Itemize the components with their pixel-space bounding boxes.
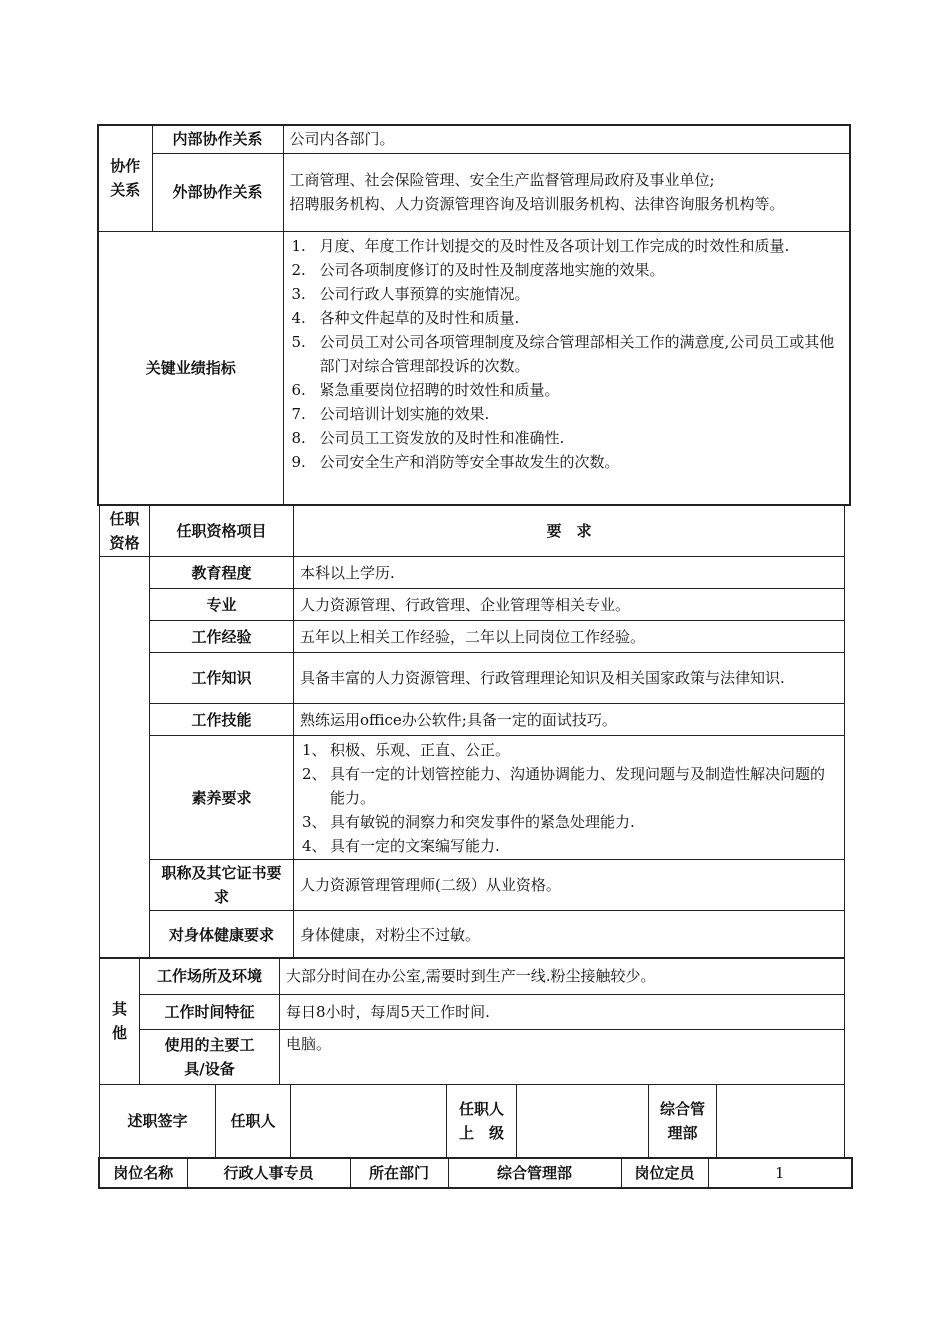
dept-sign-label: 综合管理部: [649, 1085, 717, 1158]
education-label: 教育程度: [150, 557, 294, 589]
tools-label: 使用的主要工具/设备: [140, 1030, 280, 1085]
external-collab-line: 招聘服务机构、人力资源管理咨询及培训服务机构、法律咨询服务机构等。: [289, 195, 785, 213]
kpi-item: 5. 公司员工对公司各项管理制度及综合管理部相关工作的满意度,公司员工或其他部门对综合管理部投诉的次数。: [291, 332, 835, 375]
position-name-value: 行政人事专员: [187, 1158, 350, 1188]
qualification-group-label: 任职资格: [100, 506, 150, 557]
tools-value: 电脑。: [280, 1030, 845, 1085]
quota-value: 1: [708, 1158, 852, 1188]
experience-label: 工作经验: [150, 621, 294, 653]
internal-collab-value: 公司内各部门。: [283, 125, 850, 153]
superior-sign-field[interactable]: [517, 1085, 649, 1158]
environment-label: 工作场所及环境: [140, 958, 280, 995]
skills-value: 熟练运用office办公软件;具备一定的面试技巧。: [294, 704, 845, 736]
certificate-label: 职称及其它证书要求: [150, 860, 294, 911]
quality-label: 素养要求: [150, 736, 294, 860]
qualification-requirement-header: 要 求: [294, 506, 845, 557]
kpi-list-cell: [283, 231, 850, 505]
certificate-value: 人力资源管理管理师(二级）从业资格。: [294, 860, 845, 911]
major-value: 人力资源管理、行政管理、企业管理等相关专业。: [294, 589, 845, 621]
quality-list-cell: [294, 736, 845, 860]
kpi-item: 3. 公司行政人事预算的实施情况。: [291, 284, 530, 303]
position-table: [98, 1157, 853, 1189]
kpi-item: 1. 月度、年度工作计划提交的及时性及各项计划工作完成的时效性和质量.: [291, 236, 790, 255]
qualification-blank-cell: [100, 557, 150, 959]
kpi-label: 关键业绩指标: [98, 231, 283, 505]
quality-item: 3、 具有敏锐的洞察力和突发事件的紧急处理能力.: [302, 812, 635, 831]
knowledge-label: 工作知识: [150, 653, 294, 704]
work-time-label: 工作时间特征: [140, 995, 280, 1030]
department-label: 所在部门: [350, 1158, 448, 1188]
kpi-item: 7. 公司培训计划实施的效果.: [291, 404, 490, 423]
health-label: 对身体健康要求: [150, 911, 294, 959]
health-value: 身体健康，对粉尘不过敏。: [294, 911, 845, 959]
qualification-table: [99, 505, 845, 959]
kpi-item: 6. 紧急重要岗位招聘的时效性和质量。: [291, 380, 560, 399]
environment-value: 大部分时间在办公室,需要时到生产一线.粉尘接触较少。: [280, 958, 845, 995]
department-value: 综合管理部: [448, 1158, 621, 1188]
quality-item: 4、 具有一定的文案编写能力.: [302, 836, 500, 855]
external-collab-line: 工商管理、社会保险管理、安全生产监督管理局政府及事业单位;: [289, 171, 715, 189]
holder-label: 任职人: [216, 1085, 291, 1158]
education-value: 本科以上学历.: [294, 557, 845, 589]
dept-sign-field[interactable]: [717, 1085, 845, 1158]
work-time-value: 每日8小时，每周5天工作时间.: [280, 995, 845, 1030]
holder-sign-field[interactable]: [291, 1085, 447, 1158]
quality-item: 2、 具有一定的计划管控能力、沟通协调能力、发现问题与及制造性解决问题的能力。: [302, 764, 826, 807]
other-table: [99, 957, 845, 1085]
quality-item: 1、 积极、乐观、正直、公正。: [302, 740, 511, 759]
kpi-item: 4. 各种文件起草的及时性和质量.: [291, 308, 520, 327]
superior-label: 任职人上 级: [447, 1085, 517, 1158]
knowledge-value: 具备丰富的人力资源管理、行政管理理论知识及相关国家政策与法律知识.: [294, 653, 845, 704]
external-collab-label: 外部协作关系: [152, 153, 283, 231]
major-label: 专业: [150, 589, 294, 621]
quality-list: [300, 738, 838, 858]
skills-label: 工作技能: [150, 704, 294, 736]
kpi-item: 2. 公司各项制度修订的及时性及制度落地实施的效果。: [291, 260, 665, 279]
signature-table: [99, 1084, 845, 1158]
external-collab-value: [283, 153, 850, 231]
kpi-list: [290, 234, 844, 474]
collab-kpi-table: [97, 124, 851, 506]
internal-collab-label: 内部协作关系: [152, 125, 283, 153]
experience-value: 五年以上相关工作经验，二年以上同岗位工作经验。: [294, 621, 845, 653]
qualification-item-header: 任职资格项目: [150, 506, 294, 557]
collab-group-label: 协作关系: [98, 125, 152, 231]
kpi-item: 8. 公司员工工资发放的及时性和准确性.: [291, 428, 565, 447]
kpi-item: 9. 公司安全生产和消防等安全事故发生的次数。: [291, 452, 620, 471]
position-name-label: 岗位名称: [99, 1158, 187, 1188]
other-group-label: 其他: [100, 958, 140, 1085]
sign-label: 述职签字: [100, 1085, 216, 1158]
quota-label: 岗位定员: [621, 1158, 708, 1188]
